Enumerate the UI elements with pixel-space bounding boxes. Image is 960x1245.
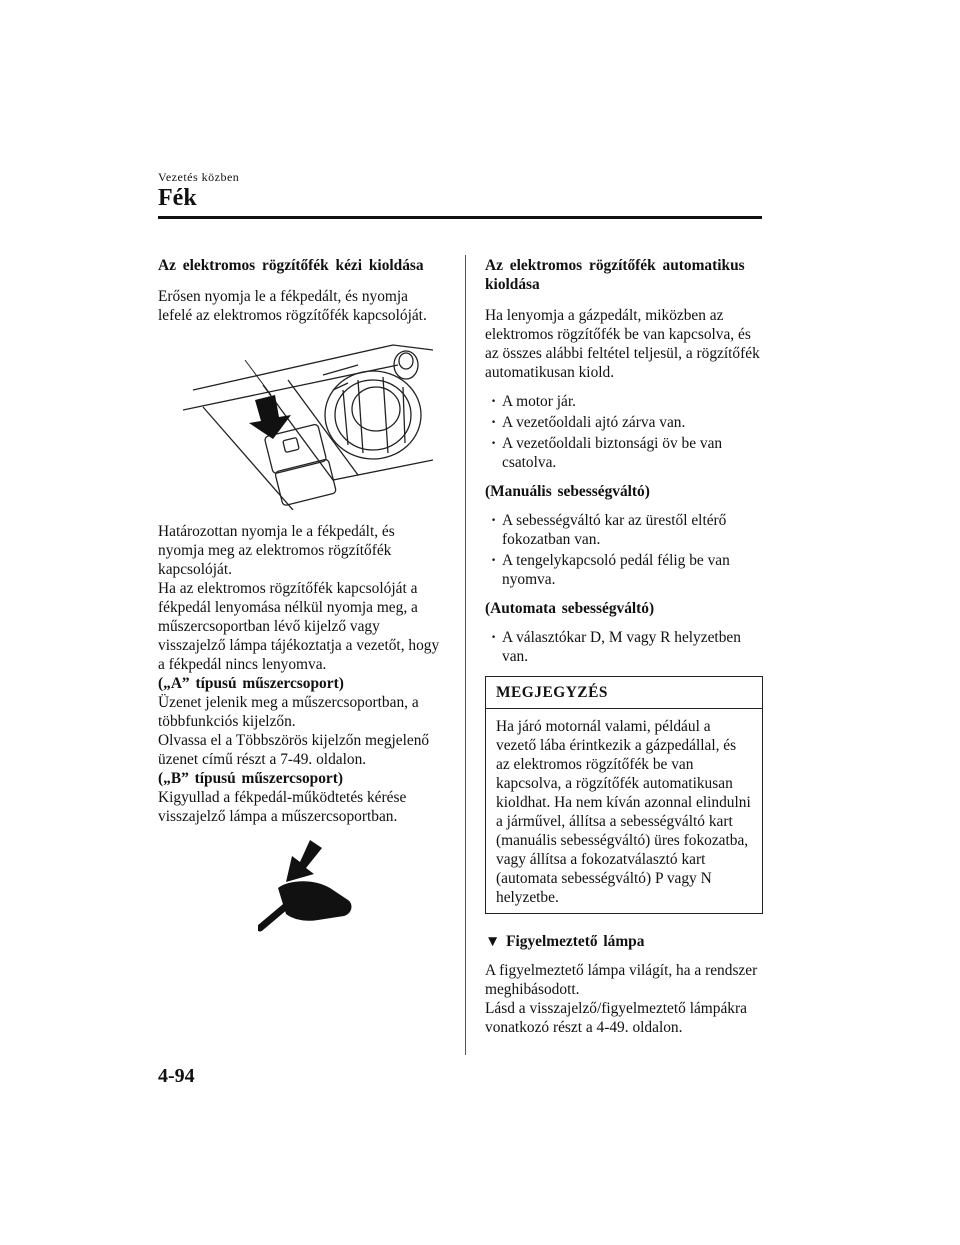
manual-release-instruction: Erősen nyomja le a fékpedált, és nyomja lefelé az elektromos rögzítőfék kapcsolóját. — [158, 288, 427, 324]
header-rule — [158, 216, 762, 219]
note-box — [485, 676, 763, 914]
column-divider — [465, 255, 466, 1055]
list-item: · A választókar D, M vagy R helyzetben van. — [485, 628, 763, 666]
pedal-not-pressed-info: Ha az elektromos rögzítőfék kapcsolóját a fékpedál lenyomása nélkül nyomja meg, a műszercsoportban lévő kijelző vagy visszajelző lámpa tájékoztatja a vezetőt, hogy a fékpedál nincs lenyomva. — [158, 580, 440, 673]
warning-light-reference: Lásd a visszajelző/figyelmeztető lámpákra vonatkozó részt a 4-49. oldalon. — [485, 1000, 747, 1036]
type-a-reference: Olvassa el a Többszörös kijelzőn megjelenő üzenet című részt a 7-49. oldalon. — [158, 732, 430, 768]
parking-brake-switch-illustration — [183, 335, 433, 510]
left-column — [158, 256, 443, 933]
manual-release-heading: Az elektromos rögzítőfék kézi kioldása — [158, 257, 424, 274]
auto-release-intro: Ha lenyomja a gázpedált, miközben az elektromos rögzítőfék be van kapcsolva, és az összes alábbi feltétel teljesül, a rögzítőfék automatikusan kiold. — [485, 307, 760, 381]
list-item: · A vezetőoldali ajtó zárva van. — [485, 413, 763, 432]
manual-transmission-list — [485, 511, 763, 589]
brake-pedal-indicator-icon — [258, 838, 368, 933]
auto-release-heading: Az elektromos rögzítőfék automatikus kioldása — [485, 257, 745, 293]
automatic-transmission-list — [485, 628, 763, 666]
conditions-list — [485, 392, 763, 472]
section-label: Vezetés közben — [158, 170, 240, 184]
type-b-heading: („B” típusú műszercsoport) — [158, 770, 343, 787]
list-item: · A vezetőoldali biztonsági öv be van csatolva. — [485, 434, 763, 472]
triangle-down-icon: ▼ — [485, 933, 501, 950]
note-title: MEGJEGYZÉS — [486, 677, 762, 709]
page-title: Fék — [158, 185, 197, 211]
list-item: · A tengelykapcsoló pedál félig be van nyomva. — [485, 551, 763, 589]
right-column — [485, 256, 763, 1047]
page-number: 4-94 — [158, 1065, 195, 1087]
type-a-heading: („A” típusú műszercsoport) — [158, 675, 344, 692]
list-item: · A motor jár. — [485, 392, 763, 411]
press-switch-instruction: Határozottan nyomja le a fékpedált, és nyomja meg az elektromos rögzítőfék kapcsolóját. — [158, 523, 395, 578]
manual-transmission-heading: (Manuális sebességváltó) — [485, 483, 650, 500]
warning-light-description: A figyelmeztető lámpa világít, ha a rendszer meghibásodott. — [485, 962, 758, 998]
list-item: · A sebességváltó kar az ürestől eltérő fokozatban van. — [485, 511, 763, 549]
type-a-message: Üzenet jelenik meg a műszercsoportban, a többfunkciós kijelzőn. — [158, 694, 419, 730]
warning-light-heading — [485, 932, 763, 951]
warning-light-heading-text: Figyelmeztető lámpa — [506, 933, 645, 950]
note-body: Ha járó motornál valami, például a vezető lába érintkezik a gázpedállal, és az elektromos rögzítőfék be van kapcsolva, a rögzítőfék automatikusan kioldhat. Ha nem kíván azonnal elindulni a járművel, állítsa a sebességváltó kart (manuális sebességváltó) üres fokozatba, vagy állítsa a fokozatválasztó kart (automata sebességváltó) P vagy N helyzetbe. — [496, 718, 751, 906]
type-b-message: Kigyullad a fékpedál-működtetés kérése visszajelző lámpa a műszercsoportban. — [158, 789, 407, 825]
automatic-transmission-heading: (Automata sebességváltó) — [485, 600, 655, 617]
